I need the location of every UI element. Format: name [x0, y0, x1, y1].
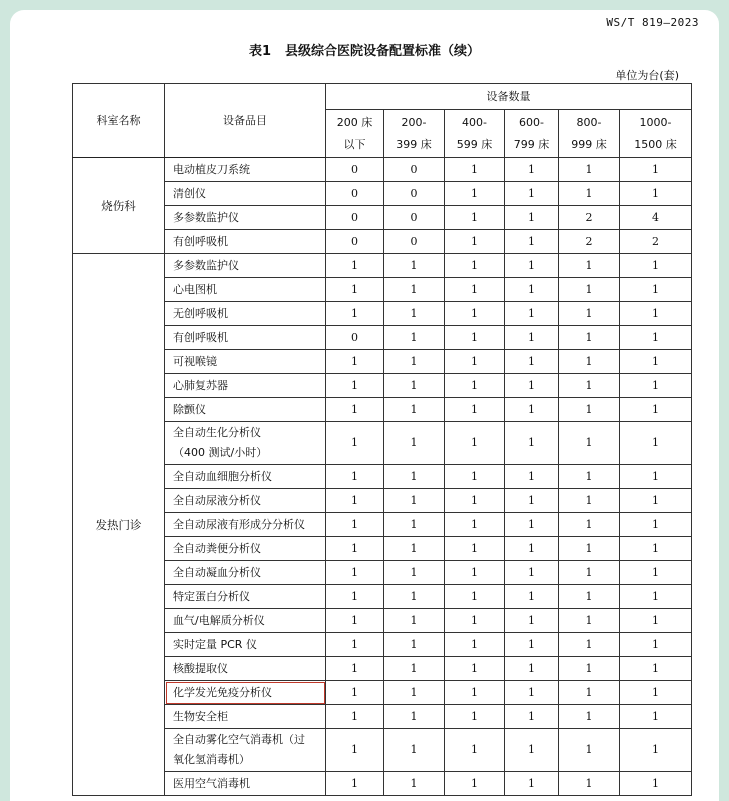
table-row [73, 398, 692, 422]
equipment-item-line: 全自动血细胞分析仪 [173, 469, 272, 483]
table-row [73, 609, 692, 633]
quantity-cell: 1 [384, 350, 445, 374]
quantity-cell: 1 [559, 326, 620, 350]
quantity-cell: 1 [559, 633, 620, 657]
header-item: 设备品目 [165, 84, 326, 158]
bed-size-line1: 200 床 [336, 115, 373, 129]
quantity-cell: 1 [505, 278, 559, 302]
header-bed-size [326, 110, 384, 158]
table-row [73, 254, 692, 278]
quantity-cell: 1 [505, 513, 559, 537]
quantity-cell: 1 [384, 561, 445, 585]
equipment-item-line: 心电图机 [173, 282, 217, 296]
quantity-cell: 1 [505, 374, 559, 398]
quantity-cell: 1 [505, 398, 559, 422]
quantity-cell: 1 [326, 657, 384, 681]
quantity-cell: 1 [384, 326, 445, 350]
quantity-cell: 1 [620, 254, 692, 278]
quantity-cell: 1 [505, 561, 559, 585]
quantity-cell: 1 [505, 326, 559, 350]
quantity-cell: 1 [445, 230, 505, 254]
equipment-item-line: 全自动凝血分析仪 [173, 565, 261, 579]
equipment-item-line: 清创仪 [173, 186, 206, 200]
quantity-cell: 1 [326, 278, 384, 302]
quantity-cell: 1 [505, 302, 559, 326]
quantity-cell: 1 [384, 489, 445, 513]
quantity-cell: 1 [505, 609, 559, 633]
equipment-item-line: 全自动粪便分析仪 [173, 541, 261, 555]
quantity-cell: 1 [559, 398, 620, 422]
equipment-item-line: （400 测试/小时） [173, 446, 268, 459]
table-title [10, 40, 719, 59]
equipment-item [165, 230, 326, 254]
quantity-cell: 1 [326, 254, 384, 278]
quantity-cell: 1 [326, 609, 384, 633]
quantity-cell: 1 [620, 633, 692, 657]
quantity-cell: 1 [620, 374, 692, 398]
equipment-item-line: 氧化氢消毒机） [173, 753, 250, 766]
equipment-item-line: 血气/电解质分析仪 [173, 613, 265, 627]
quantity-cell: 1 [559, 489, 620, 513]
table-row [73, 772, 692, 796]
quantity-cell: 1 [445, 561, 505, 585]
quantity-cell: 1 [620, 465, 692, 489]
table-row [73, 158, 692, 182]
equipment-item-line: 实时定量 PCR 仪 [173, 637, 257, 651]
equipment-item [165, 681, 326, 705]
quantity-cell: 1 [326, 374, 384, 398]
quantity-cell: 1 [384, 609, 445, 633]
quantity-cell: 1 [384, 585, 445, 609]
quantity-cell: 0 [326, 182, 384, 206]
equipment-item [165, 489, 326, 513]
equipment-item [165, 158, 326, 182]
quantity-cell: 1 [620, 657, 692, 681]
quantity-cell: 1 [505, 657, 559, 681]
quantity-cell: 1 [326, 585, 384, 609]
bed-size-line2: 999 床 [571, 137, 607, 151]
quantity-cell: 1 [559, 585, 620, 609]
quantity-cell: 1 [326, 350, 384, 374]
quantity-cell: 1 [384, 302, 445, 326]
equipment-item-line: 核酸提取仪 [173, 661, 228, 675]
quantity-cell: 1 [326, 705, 384, 729]
quantity-cell: 1 [559, 254, 620, 278]
equipment-item-line: 多参数监护仪 [173, 258, 239, 272]
quantity-cell: 1 [445, 398, 505, 422]
quantity-cell: 1 [620, 537, 692, 561]
quantity-cell: 1 [505, 230, 559, 254]
header-bed-size [620, 110, 692, 158]
table-row [73, 585, 692, 609]
quantity-cell: 1 [445, 585, 505, 609]
quantity-cell: 1 [384, 398, 445, 422]
bed-size-line1: 600- [519, 115, 544, 129]
quantity-cell: 1 [326, 681, 384, 705]
equipment-item-line: 全自动尿液分析仪 [173, 493, 261, 507]
quantity-cell: 1 [326, 398, 384, 422]
quantity-cell: 1 [445, 657, 505, 681]
quantity-cell: 1 [620, 729, 692, 772]
equipment-item [165, 585, 326, 609]
equipment-item-line: 化学发光免疫分析仪 [173, 685, 272, 699]
equipment-item [165, 206, 326, 230]
quantity-cell: 1 [559, 705, 620, 729]
quantity-cell: 1 [620, 561, 692, 585]
quantity-cell: 1 [384, 705, 445, 729]
quantity-cell: 1 [559, 374, 620, 398]
quantity-cell: 1 [384, 422, 445, 465]
quantity-cell: 1 [620, 609, 692, 633]
quantity-cell: 1 [445, 326, 505, 350]
department-name: 烧伤科 [73, 158, 165, 254]
quantity-cell: 1 [445, 302, 505, 326]
bed-size-line1: 1000- [639, 115, 672, 129]
quantity-cell: 1 [559, 513, 620, 537]
quantity-cell: 1 [445, 633, 505, 657]
table-number: 表1 [248, 44, 272, 59]
equipment-item-line: 全自动尿液有形成分分析仪 [173, 517, 305, 531]
document-page [10, 10, 719, 801]
quantity-cell: 1 [505, 489, 559, 513]
equipment-item [165, 561, 326, 585]
quantity-cell: 1 [620, 681, 692, 705]
bed-size-line2: 以下 [343, 137, 366, 151]
quantity-cell: 1 [620, 182, 692, 206]
equipment-item [165, 729, 326, 772]
equipment-item-line: 特定蛋白分析仪 [173, 589, 250, 603]
header-bed-size [505, 110, 559, 158]
quantity-cell: 1 [559, 302, 620, 326]
quantity-cell: 1 [384, 772, 445, 796]
quantity-cell: 1 [445, 465, 505, 489]
equipment-item-line: 心肺复苏器 [173, 378, 228, 392]
equipment-item [165, 398, 326, 422]
quantity-cell: 0 [326, 326, 384, 350]
equipment-item-line: 无创呼吸机 [173, 306, 228, 320]
equipment-item-line: 除颤仪 [173, 402, 206, 416]
bed-size-line2: 799 床 [513, 137, 550, 151]
table-row [73, 206, 692, 230]
quantity-cell: 1 [559, 609, 620, 633]
header-bed-size [559, 110, 620, 158]
quantity-cell: 1 [445, 537, 505, 561]
quantity-cell: 1 [445, 182, 505, 206]
equipment-item [165, 513, 326, 537]
equipment-item [165, 278, 326, 302]
quantity-cell: 1 [384, 633, 445, 657]
quantity-cell: 1 [445, 158, 505, 182]
quantity-cell: 1 [326, 772, 384, 796]
quantity-cell: 1 [559, 681, 620, 705]
equipment-item-line: 多参数监护仪 [173, 210, 239, 224]
bed-size-line2: 1500 床 [634, 137, 677, 151]
equipment-item-line: 有创呼吸机 [173, 330, 228, 344]
quantity-cell: 1 [505, 422, 559, 465]
quantity-cell: 0 [384, 230, 445, 254]
unit-note: 单位为台(套) [615, 69, 679, 82]
table-row [73, 705, 692, 729]
table-row [73, 489, 692, 513]
quantity-cell: 1 [445, 422, 505, 465]
equipment-item-line: 可视喉镜 [173, 354, 217, 368]
quantity-cell: 1 [445, 705, 505, 729]
quantity-cell: 1 [445, 772, 505, 796]
quantity-cell: 1 [559, 422, 620, 465]
equipment-item-line: 医用空气消毒机 [173, 776, 250, 790]
quantity-cell: 1 [326, 561, 384, 585]
equipment-item [165, 374, 326, 398]
quantity-cell: 1 [620, 422, 692, 465]
quantity-cell: 1 [326, 489, 384, 513]
quantity-cell: 1 [620, 350, 692, 374]
equipment-item [165, 657, 326, 681]
bed-size-line2: 599 床 [456, 137, 493, 151]
table-row [73, 633, 692, 657]
quantity-cell: 1 [620, 705, 692, 729]
quantity-cell: 1 [505, 705, 559, 729]
bed-size-line1: 400- [462, 115, 487, 129]
quantity-cell: 1 [505, 772, 559, 796]
quantity-cell: 1 [620, 398, 692, 422]
quantity-cell: 1 [384, 681, 445, 705]
quantity-cell: 1 [445, 350, 505, 374]
quantity-cell: 1 [445, 206, 505, 230]
quantity-cell: 1 [620, 302, 692, 326]
equipment-item-line: 电动植皮刀系统 [173, 162, 250, 176]
quantity-cell: 1 [559, 158, 620, 182]
quantity-cell: 1 [445, 729, 505, 772]
quantity-cell: 0 [384, 182, 445, 206]
quantity-cell: 1 [559, 772, 620, 796]
table-row [73, 561, 692, 585]
quantity-cell: 1 [505, 585, 559, 609]
quantity-cell: 0 [384, 206, 445, 230]
quantity-cell: 1 [620, 489, 692, 513]
quantity-cell: 1 [559, 537, 620, 561]
quantity-cell: 0 [326, 230, 384, 254]
equipment-item [165, 537, 326, 561]
quantity-cell: 1 [445, 374, 505, 398]
quantity-cell: 1 [326, 729, 384, 772]
equipment-item [165, 254, 326, 278]
quantity-cell: 1 [384, 513, 445, 537]
quantity-cell: 1 [505, 182, 559, 206]
bed-size-line1: 800- [576, 115, 602, 129]
table-row [73, 537, 692, 561]
quantity-cell: 1 [620, 513, 692, 537]
equipment-item [165, 326, 326, 350]
quantity-cell: 2 [620, 230, 692, 254]
equipment-item [165, 705, 326, 729]
equipment-item [165, 422, 326, 465]
equipment-item [165, 609, 326, 633]
quantity-cell: 1 [559, 561, 620, 585]
equipment-item [165, 465, 326, 489]
quantity-cell: 1 [505, 350, 559, 374]
table-row [73, 350, 692, 374]
quantity-cell: 1 [559, 465, 620, 489]
equipment-item-line: 有创呼吸机 [173, 234, 228, 248]
quantity-cell: 1 [384, 657, 445, 681]
quantity-cell: 1 [505, 158, 559, 182]
table-row [73, 230, 692, 254]
quantity-cell: 0 [326, 158, 384, 182]
equipment-table [72, 83, 692, 796]
table-row [73, 182, 692, 206]
quantity-cell: 1 [445, 278, 505, 302]
quantity-cell: 1 [384, 537, 445, 561]
table-row [73, 513, 692, 537]
quantity-cell: 1 [326, 537, 384, 561]
quantity-cell: 1 [559, 350, 620, 374]
table-row [73, 278, 692, 302]
quantity-cell: 1 [384, 254, 445, 278]
quantity-cell: 1 [326, 633, 384, 657]
equipment-item [165, 350, 326, 374]
quantity-cell: 1 [559, 657, 620, 681]
quantity-cell: 2 [559, 206, 620, 230]
table-row [73, 681, 692, 705]
quantity-cell: 1 [505, 254, 559, 278]
quantity-cell: 1 [326, 302, 384, 326]
quantity-cell: 1 [620, 278, 692, 302]
quantity-cell: 1 [559, 182, 620, 206]
quantity-cell: 1 [445, 513, 505, 537]
quantity-cell: 1 [384, 465, 445, 489]
table-row [73, 422, 692, 465]
quantity-cell: 1 [326, 465, 384, 489]
equipment-item [165, 302, 326, 326]
table-row [73, 729, 692, 772]
quantity-cell: 1 [384, 374, 445, 398]
quantity-cell: 1 [505, 465, 559, 489]
quantity-cell: 1 [505, 537, 559, 561]
equipment-item-line: 全自动雾化空气消毒机（过 [173, 733, 305, 746]
department-name: 发热门诊 [73, 254, 165, 796]
quantity-cell: 1 [505, 206, 559, 230]
header-quantity: 设备数量 [326, 84, 692, 110]
quantity-cell: 1 [445, 489, 505, 513]
department-section [73, 158, 692, 254]
table-row [73, 657, 692, 681]
quantity-cell: 1 [559, 729, 620, 772]
standard-code: WS/T 819—2023 [606, 16, 699, 29]
quantity-cell: 1 [445, 609, 505, 633]
equipment-item-line: 全自动生化分析仪 [173, 426, 261, 439]
quantity-cell: 4 [620, 206, 692, 230]
table-title-text: 县级综合医院设备配置标准（续） [285, 44, 481, 59]
equipment-item [165, 182, 326, 206]
quantity-cell: 1 [384, 729, 445, 772]
quantity-cell: 1 [559, 278, 620, 302]
quantity-cell: 0 [384, 158, 445, 182]
quantity-cell: 1 [326, 422, 384, 465]
quantity-cell: 0 [326, 206, 384, 230]
table-row [73, 374, 692, 398]
header-bed-size [445, 110, 505, 158]
department-section [73, 254, 692, 796]
header-dept: 科室名称 [73, 84, 165, 158]
bed-size-line1: 200- [401, 115, 427, 129]
equipment-item [165, 633, 326, 657]
quantity-cell: 1 [620, 158, 692, 182]
quantity-cell: 1 [505, 633, 559, 657]
quantity-cell: 1 [505, 729, 559, 772]
bed-size-line2: 399 床 [396, 137, 432, 151]
quantity-cell: 1 [445, 681, 505, 705]
table-row [73, 326, 692, 350]
quantity-cell: 1 [620, 772, 692, 796]
table-row [73, 302, 692, 326]
quantity-cell: 1 [384, 278, 445, 302]
quantity-cell: 1 [505, 681, 559, 705]
header-bed-size [384, 110, 445, 158]
quantity-cell: 1 [326, 513, 384, 537]
quantity-cell: 1 [620, 326, 692, 350]
equipment-item [165, 772, 326, 796]
quantity-cell: 1 [445, 254, 505, 278]
quantity-cell: 2 [559, 230, 620, 254]
quantity-cell: 1 [620, 585, 692, 609]
equipment-item-line: 生物安全柜 [173, 709, 228, 723]
table-row [73, 465, 692, 489]
